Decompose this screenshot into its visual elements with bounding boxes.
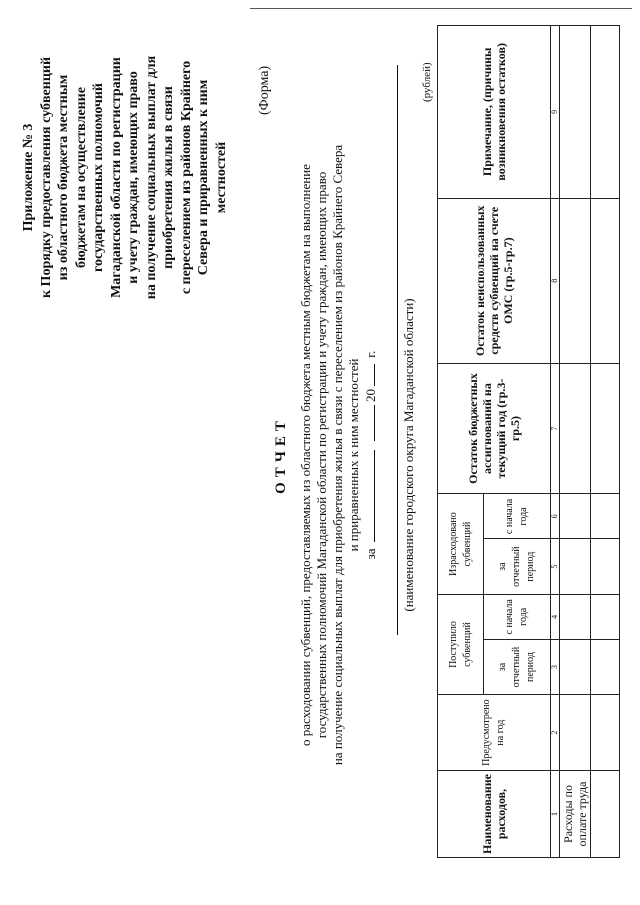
period-year-prefix: 20 [363,388,378,402]
appendix-line: Севера и приравненных к ним [196,79,211,276]
column-number: 4 [551,594,560,639]
report-period [362,25,379,885]
table-cell[interactable] [560,363,591,494]
appendix-line: местностей [213,141,229,214]
header-budget-remainder: Остаток бюджетных ассигнований на текущий год (гр.3- гр.5) [438,363,551,494]
subtitle-line: о расходовании субвенций, предоставляемых из областного бюджета местным бюджетам на выполнение [298,164,313,746]
column-number: 9 [551,26,560,199]
header-spent-ytd: с начала года [484,494,551,539]
header-received-period: за отчетный период [484,639,551,694]
period-suffix: г. [363,350,378,358]
header-received: Поступило субвенций [438,594,484,694]
appendix-line: из областного бюджета местным [56,74,71,281]
appendix-line: и учету граждан, имеющих право [126,71,141,284]
report-title: ОТЧЕТ [273,416,289,494]
table-cell[interactable] [591,363,620,494]
subtitle-line: на получение социальных выплат для приобретения жилья в связи с переселением из районов Крайнего Севера [330,144,345,766]
table-header-row [438,26,484,858]
period-prefix: за [363,548,378,560]
header-planned: Предусмотрено на год [438,695,551,771]
column-number: 6 [551,494,560,539]
header-unused-remainder: Остаток неиспользованных средств субвенций на счете ОМС (гр.5-гр.7) [438,198,551,363]
table-row [560,26,591,858]
column-number: 8 [551,198,560,363]
top-rule [250,8,632,9]
appendix-line: приобретения жилья в связи [161,86,176,269]
column-number: 2 [551,695,560,771]
table-cell[interactable] [560,539,591,594]
table-cell[interactable] [591,594,620,639]
table-cell[interactable] [560,639,591,694]
rotated-document [15,25,620,885]
column-number: 5 [551,539,560,594]
table-cell[interactable] [560,26,591,199]
table-cell[interactable] [560,198,591,363]
org-caption: (наименование городского округа Магаданской области) [401,298,416,612]
header-spent-period: за отчетный период [484,539,551,594]
period-year-field[interactable] [362,364,375,386]
appendix-line: к Порядку предоставления субвенций [38,56,54,299]
appendix-line: Приложение № 3 [21,123,36,232]
report-table [437,25,620,858]
appendix-line: бюджетам на осуществление [73,87,89,268]
column-number: 7 [551,363,560,494]
header-expense-name: Наименование расходов, [438,771,551,858]
appendix-block [20,25,230,330]
row-expense-name [591,771,620,858]
appendix-line: на получение социальных выплат для [143,55,159,300]
units-label: (рублей) [421,62,433,102]
table-cell[interactable] [591,639,620,694]
table-cell[interactable] [591,494,620,539]
appendix-line: Магаданской области по регистрации [108,57,124,298]
table-cell[interactable] [591,26,620,199]
table-row [591,26,620,858]
subtitle-line: государственных полномочий Магаданской области по регистрации и учету граждан, имеющих право [314,171,329,739]
column-number: 3 [551,639,560,694]
table-number-row [551,26,560,858]
report-subtitle [298,25,362,885]
column-number: 1 [551,771,560,858]
org-name-field[interactable] [397,65,398,635]
row-expense-name: Расходы по оплате труда [560,771,591,858]
subtitle-line: и приравненных к ним местностей [346,358,361,552]
table-cell[interactable] [560,494,591,539]
table-cell[interactable] [560,695,591,771]
table-cell[interactable] [591,539,620,594]
header-spent: Израсходовано субвенций [438,494,484,594]
table-cell[interactable] [591,198,620,363]
form-label: (Форма) [257,65,272,115]
table-cell[interactable] [560,594,591,639]
header-note: Примечание, (причины возникновения остатков) [438,26,551,199]
appendix-line: государственных полномочий [91,83,106,273]
period-field[interactable] [362,450,375,542]
header-received-ytd: с начала года [484,594,551,639]
table-cell[interactable] [591,695,620,771]
period-year-blank-left [362,405,375,441]
appendix-line: с переселением из районов Крайнего [178,60,194,295]
